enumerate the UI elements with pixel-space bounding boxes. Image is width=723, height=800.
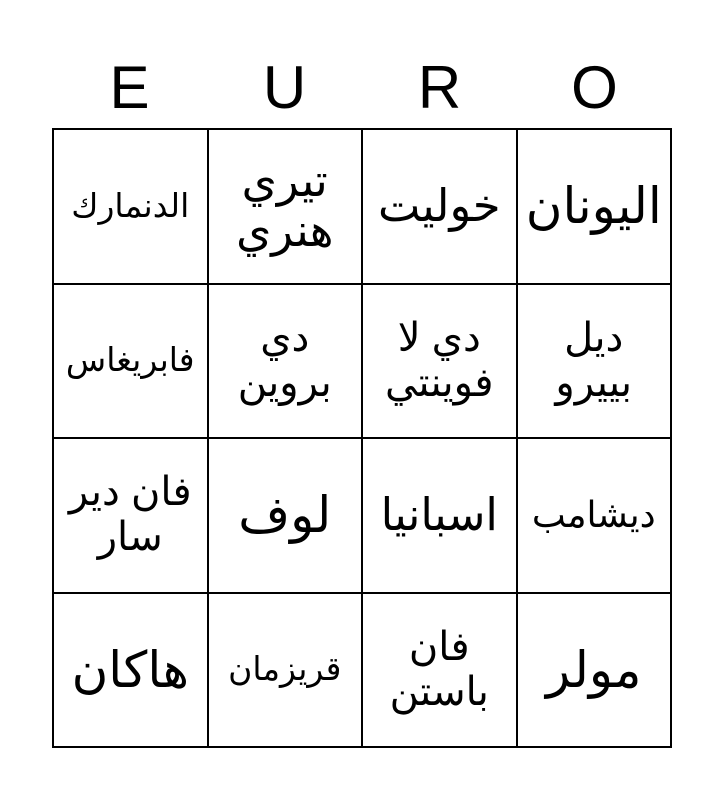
header-letter-u: U bbox=[262, 54, 307, 121]
cell-label: فان دير سار bbox=[68, 470, 192, 560]
bingo-cell[interactable] bbox=[363, 439, 518, 594]
bingo-cell[interactable] bbox=[54, 439, 209, 594]
cell-label: اسبانيا bbox=[380, 489, 498, 541]
cell-label: الدنمارك bbox=[71, 186, 190, 224]
cell-label: لوف bbox=[238, 487, 332, 544]
cell-label: هاكان bbox=[71, 641, 189, 698]
bingo-cell[interactable] bbox=[209, 285, 364, 440]
header-letter-o: O bbox=[571, 54, 618, 121]
bingo-cell[interactable] bbox=[518, 285, 673, 440]
cell-label: دي بروين bbox=[237, 315, 332, 405]
header-letter-r: R bbox=[417, 54, 462, 121]
cell-label: قريزمان bbox=[228, 650, 342, 688]
header-letter-e: E bbox=[109, 54, 150, 121]
bingo-cell[interactable] bbox=[518, 594, 673, 749]
bingo-cell[interactable] bbox=[54, 130, 209, 285]
bingo-board bbox=[52, 128, 672, 748]
cell-label: تيري هنري bbox=[236, 154, 334, 257]
bingo-cell[interactable] bbox=[209, 439, 364, 594]
cell-label: دي لا فوينتي bbox=[385, 315, 494, 405]
cell-label: اليونان bbox=[525, 178, 662, 235]
bingo-cell[interactable] bbox=[363, 594, 518, 749]
bingo-cell[interactable] bbox=[54, 594, 209, 749]
cell-label: ديشامب bbox=[531, 494, 656, 536]
cell-label: فابريغاس bbox=[65, 341, 195, 379]
cell-label: مولر bbox=[546, 641, 642, 698]
bingo-header bbox=[52, 50, 672, 128]
cell-label: ديل بييرو bbox=[555, 315, 633, 405]
bingo-cell[interactable] bbox=[518, 130, 673, 285]
bingo-cell[interactable] bbox=[54, 285, 209, 440]
bingo-cell[interactable] bbox=[209, 130, 364, 285]
bingo-cell[interactable] bbox=[363, 130, 518, 285]
bingo-cell[interactable] bbox=[363, 285, 518, 440]
cell-label: فان باستن bbox=[389, 624, 489, 714]
bingo-cell[interactable] bbox=[209, 594, 364, 749]
cell-label: خوليت bbox=[377, 180, 501, 232]
bingo-cell[interactable] bbox=[518, 439, 673, 594]
